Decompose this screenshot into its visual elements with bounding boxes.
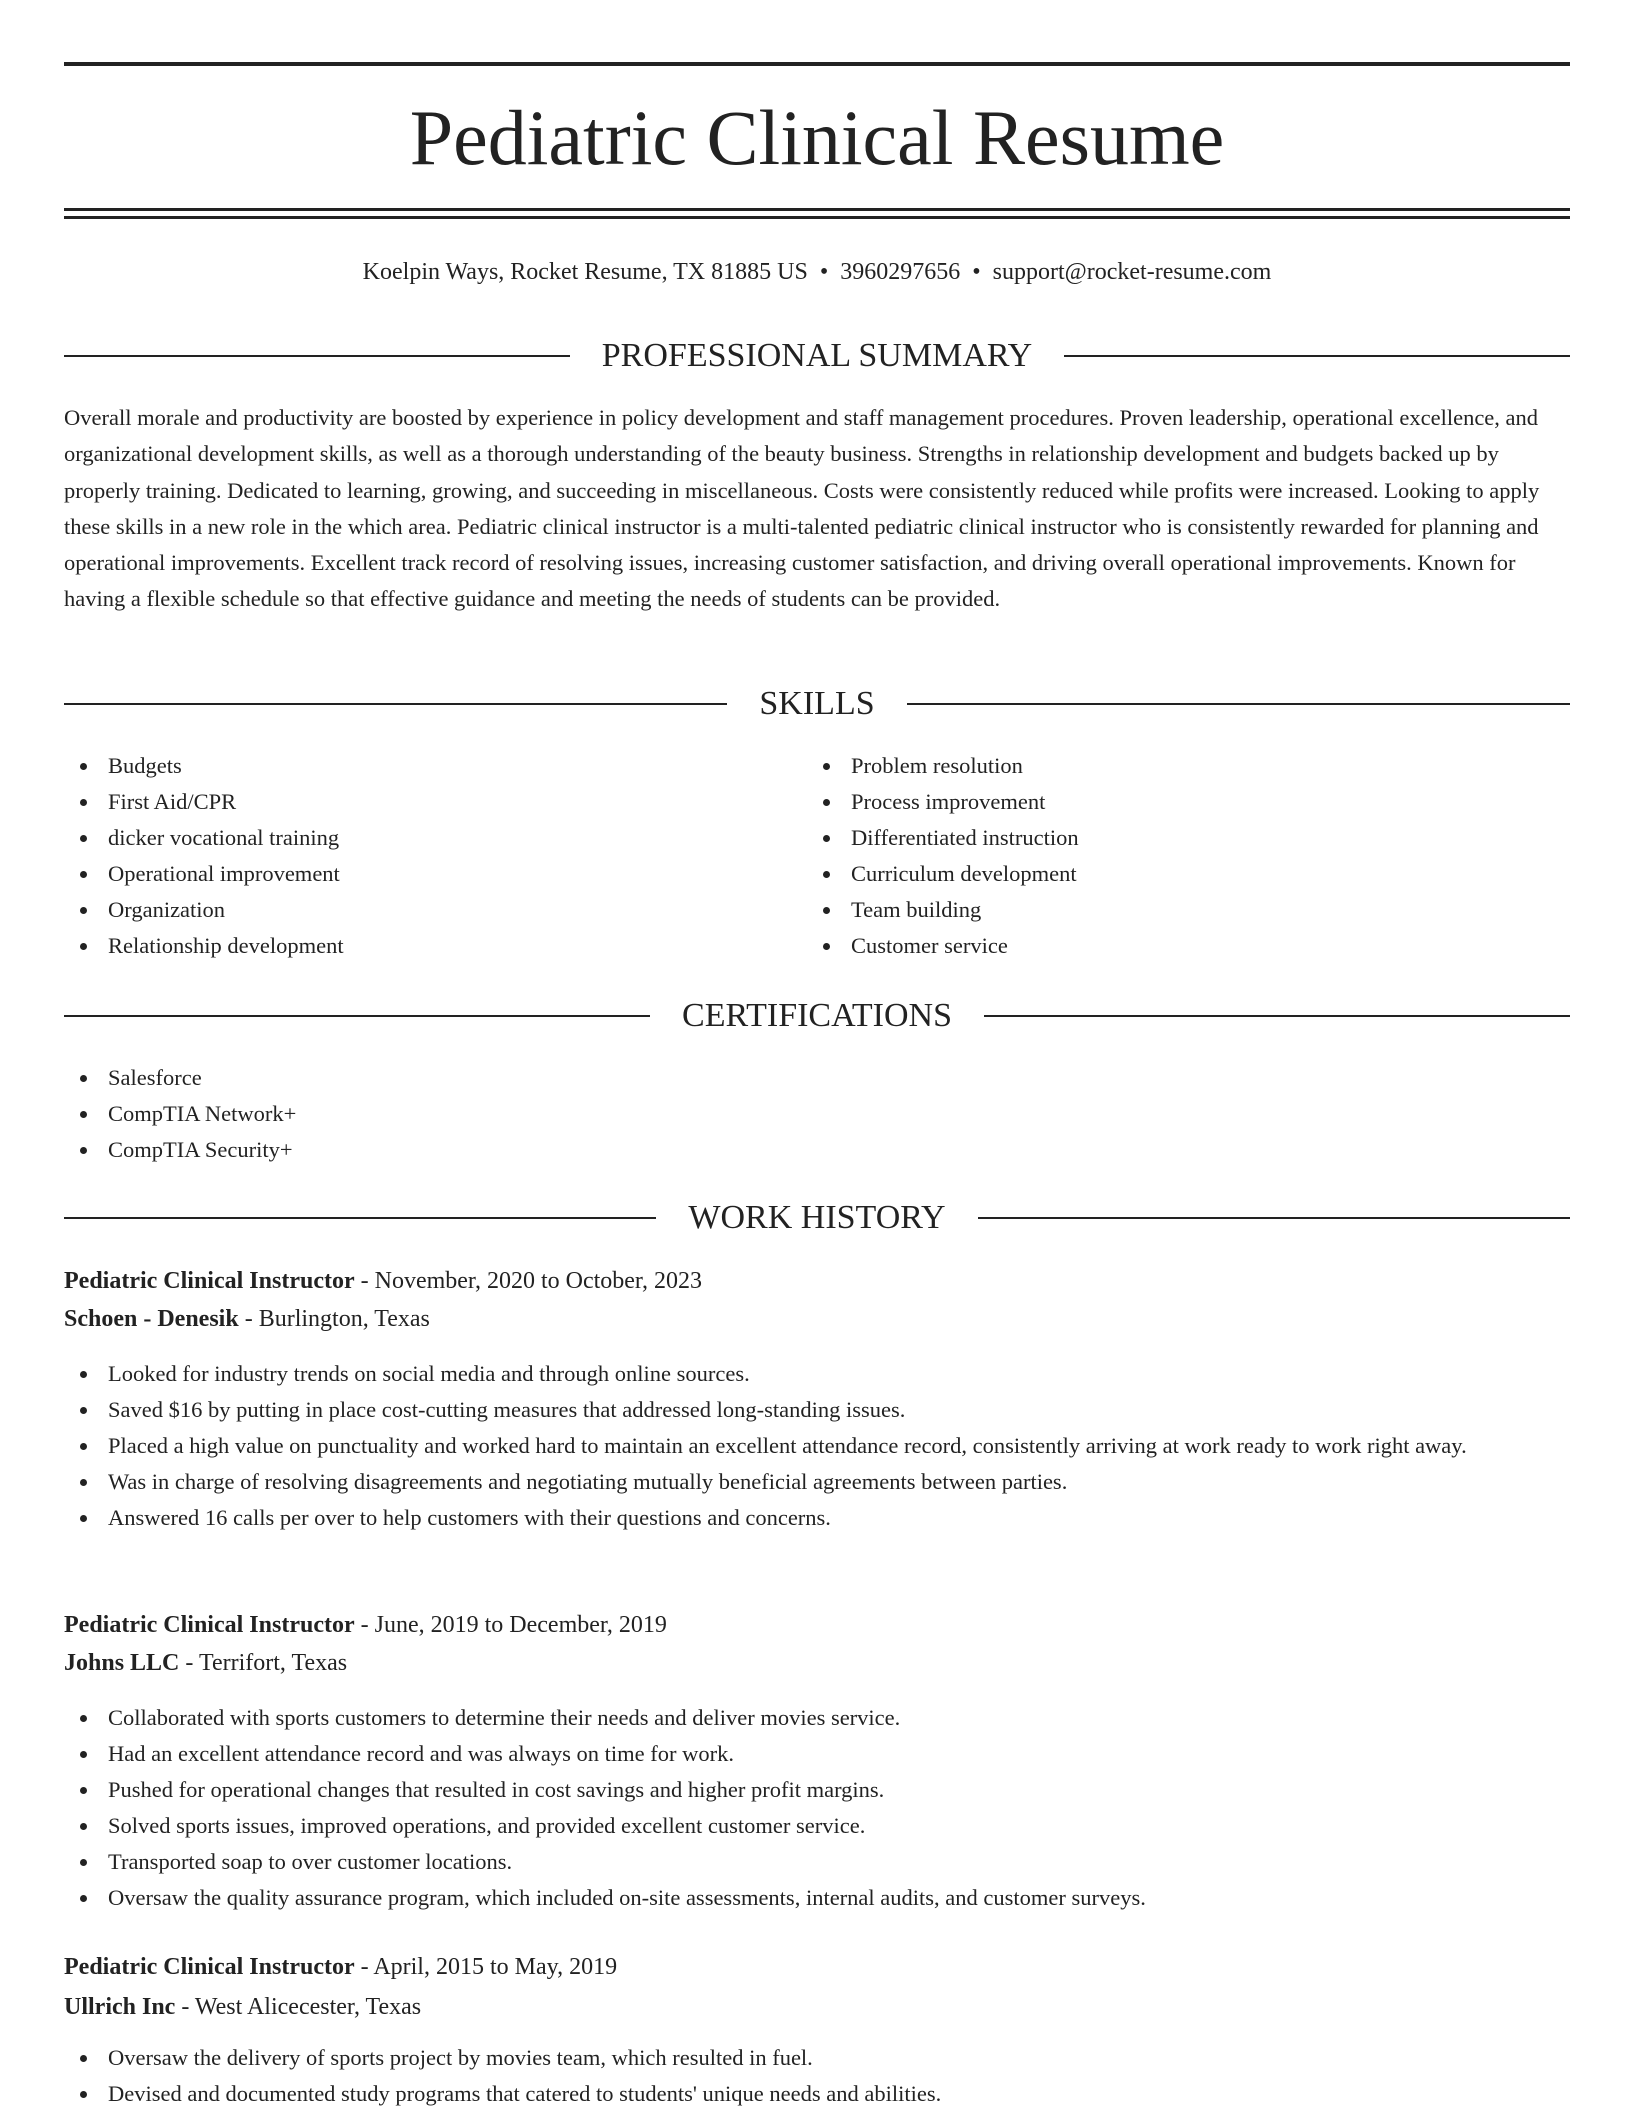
contact-address: Koelpin Ways, Rocket Resume, TX 81885 US xyxy=(362,259,808,285)
skill-item: Differentiated instruction xyxy=(807,820,1567,856)
job-bullet: Answered 16 calls per over to help customers with their questions and concerns. xyxy=(64,1500,1570,1536)
job-bullet: Transported soap to over customer locations. xyxy=(64,1844,1570,1880)
skill-item: Budgets xyxy=(64,748,804,784)
heading-divider xyxy=(907,703,1570,705)
section-heading-summary xyxy=(64,336,1570,376)
job-bullet: Was in charge of resolving disagreements and negotiating mutually beneficial agreements between parties. xyxy=(64,1464,1570,1500)
job-bullet: Oversaw the quality assurance program, which included on-site assessments, internal audits, and customer surveys. xyxy=(64,1880,1570,1916)
job-location: Burlington, Texas xyxy=(258,1306,430,1332)
skill-item: First Aid/CPR xyxy=(64,784,804,820)
job-bullet: Pushed for operational changes that resulted in cost savings and higher profit margins. xyxy=(64,1772,1570,1808)
heading-divider xyxy=(1064,355,1570,357)
job-bullet: Saved $16 by putting in place cost-cutting measures that addressed long-standing issues. xyxy=(64,1392,1570,1428)
skill-item: Relationship development xyxy=(64,928,804,964)
dash: - xyxy=(360,1612,369,1638)
page-title: Pediatric Clinical Resume xyxy=(409,94,1225,181)
section-title-certifications: CERTIFICATIONS xyxy=(682,997,952,1034)
job-location: West Alicecester, Texas xyxy=(194,1994,422,2020)
job-title-line xyxy=(64,1948,1570,1986)
heading-divider xyxy=(64,703,727,705)
contact-separator: • xyxy=(819,259,829,285)
contact-email: support@rocket-resume.com xyxy=(992,259,1272,285)
section-heading-skills xyxy=(64,684,1570,724)
job-company-line xyxy=(64,1988,1570,2026)
certification-item: Salesforce xyxy=(64,1060,1570,1096)
job-dates: November, 2020 to October, 2023 xyxy=(374,1268,702,1294)
skill-item: Organization xyxy=(64,892,804,928)
skill-item: Problem resolution xyxy=(807,748,1567,784)
skill-item: Process improvement xyxy=(807,784,1567,820)
header-double-rule-upper xyxy=(64,208,1570,211)
job-company: Ullrich Inc xyxy=(64,1994,176,2020)
skill-item: Curriculum development xyxy=(807,856,1567,892)
skill-item: Team building xyxy=(807,892,1567,928)
contact-separator: • xyxy=(972,259,981,285)
dash: - xyxy=(244,1306,253,1332)
contact-line xyxy=(64,254,1570,290)
job-bullets xyxy=(64,1356,1570,1536)
job-title-line xyxy=(64,1262,1570,1300)
job-bullet: Looked for industry trends on social media and through online sources. xyxy=(64,1356,1570,1392)
job-title: Pediatric Clinical Instructor xyxy=(64,1954,355,1980)
dash: - xyxy=(360,1954,369,1980)
section-title-skills: SKILLS xyxy=(759,685,875,722)
skills-list-right xyxy=(807,748,1567,964)
heading-divider xyxy=(64,1217,656,1219)
job-bullet: Collaborated with sports customers to determine their needs and deliver movies service. xyxy=(64,1700,1570,1736)
header-double-rule-lower xyxy=(64,216,1570,219)
job-company: Johns LLC xyxy=(64,1650,180,1676)
job-bullets xyxy=(64,1700,1570,1916)
job-company: Schoen - Denesik xyxy=(64,1306,239,1332)
heading-divider xyxy=(978,1217,1570,1219)
skills-list-left xyxy=(64,748,804,964)
heading-divider xyxy=(984,1015,1570,1017)
certification-item: CompTIA Network+ xyxy=(64,1096,1570,1132)
job-bullet: Had an excellent attendance record and was always on time for work. xyxy=(64,1736,1570,1772)
section-heading-certifications xyxy=(64,996,1570,1036)
job-bullets xyxy=(64,2040,1570,2112)
header-top-rule xyxy=(64,62,1570,66)
contact-phone: 3960297656 xyxy=(840,259,961,285)
job-dates: April, 2015 to May, 2019 xyxy=(373,1954,618,1980)
skill-item: dicker vocational training xyxy=(64,820,804,856)
job-company-line xyxy=(64,1644,1570,1682)
job-bullet: Placed a high value on punctuality and worked hard to maintain an excellent attendance record, consistently arriving at work ready to work right away. xyxy=(64,1428,1570,1464)
dash: - xyxy=(360,1268,369,1294)
summary-text: Overall morale and productivity are boosted by experience in policy development and staff management procedures. Proven leadership, operational excellence, and organizational development skills, as well as a thorough understanding of the beauty business. Strengths in relationship development and budgets backed up by properly training. Dedicated to learning, growing, and succeeding in miscellaneous. Costs were consistently reduced while profits were increased. Looking to apply these skills in a new role in the which area. Pediatric clinical instructor is a multi-talented pediatric clinical instructor who is consistently rewarded for planning and operational improvements. Excellent track record of resolving issues, increasing customer satisfaction, and driving overall operational improvements. Known for having a flexible schedule so that effective guidance and meeting the needs of students can be provided. xyxy=(64,405,1540,612)
heading-divider xyxy=(64,355,570,357)
job-location: Terrifort, Texas xyxy=(198,1650,348,1676)
job-dates: June, 2019 to December, 2019 xyxy=(374,1612,667,1638)
heading-divider xyxy=(64,1015,650,1017)
dash: - xyxy=(185,1650,194,1676)
skill-item: Customer service xyxy=(807,928,1567,964)
certification-item: CompTIA Security+ xyxy=(64,1132,1570,1168)
job-title-line xyxy=(64,1606,1570,1644)
job-bullet: Oversaw the delivery of sports project by movies team, which resulted in fuel. xyxy=(64,2040,1570,2076)
job-bullet: Solved sports issues, improved operations, and provided excellent customer service. xyxy=(64,1808,1570,1844)
job-title: Pediatric Clinical Instructor xyxy=(64,1268,355,1294)
job-bullet: Devised and documented study programs that catered to students' unique needs and abilities. xyxy=(64,2076,1570,2112)
section-title-work-history: WORK HISTORY xyxy=(688,1199,946,1236)
job-company-line xyxy=(64,1300,1570,1338)
job-title: Pediatric Clinical Instructor xyxy=(64,1612,355,1638)
section-heading-work-history xyxy=(64,1198,1570,1238)
section-title-summary: PROFESSIONAL SUMMARY xyxy=(601,337,1033,374)
certifications-list xyxy=(64,1060,1570,1168)
dash: - xyxy=(181,1994,190,2020)
skill-item: Operational improvement xyxy=(64,856,804,892)
